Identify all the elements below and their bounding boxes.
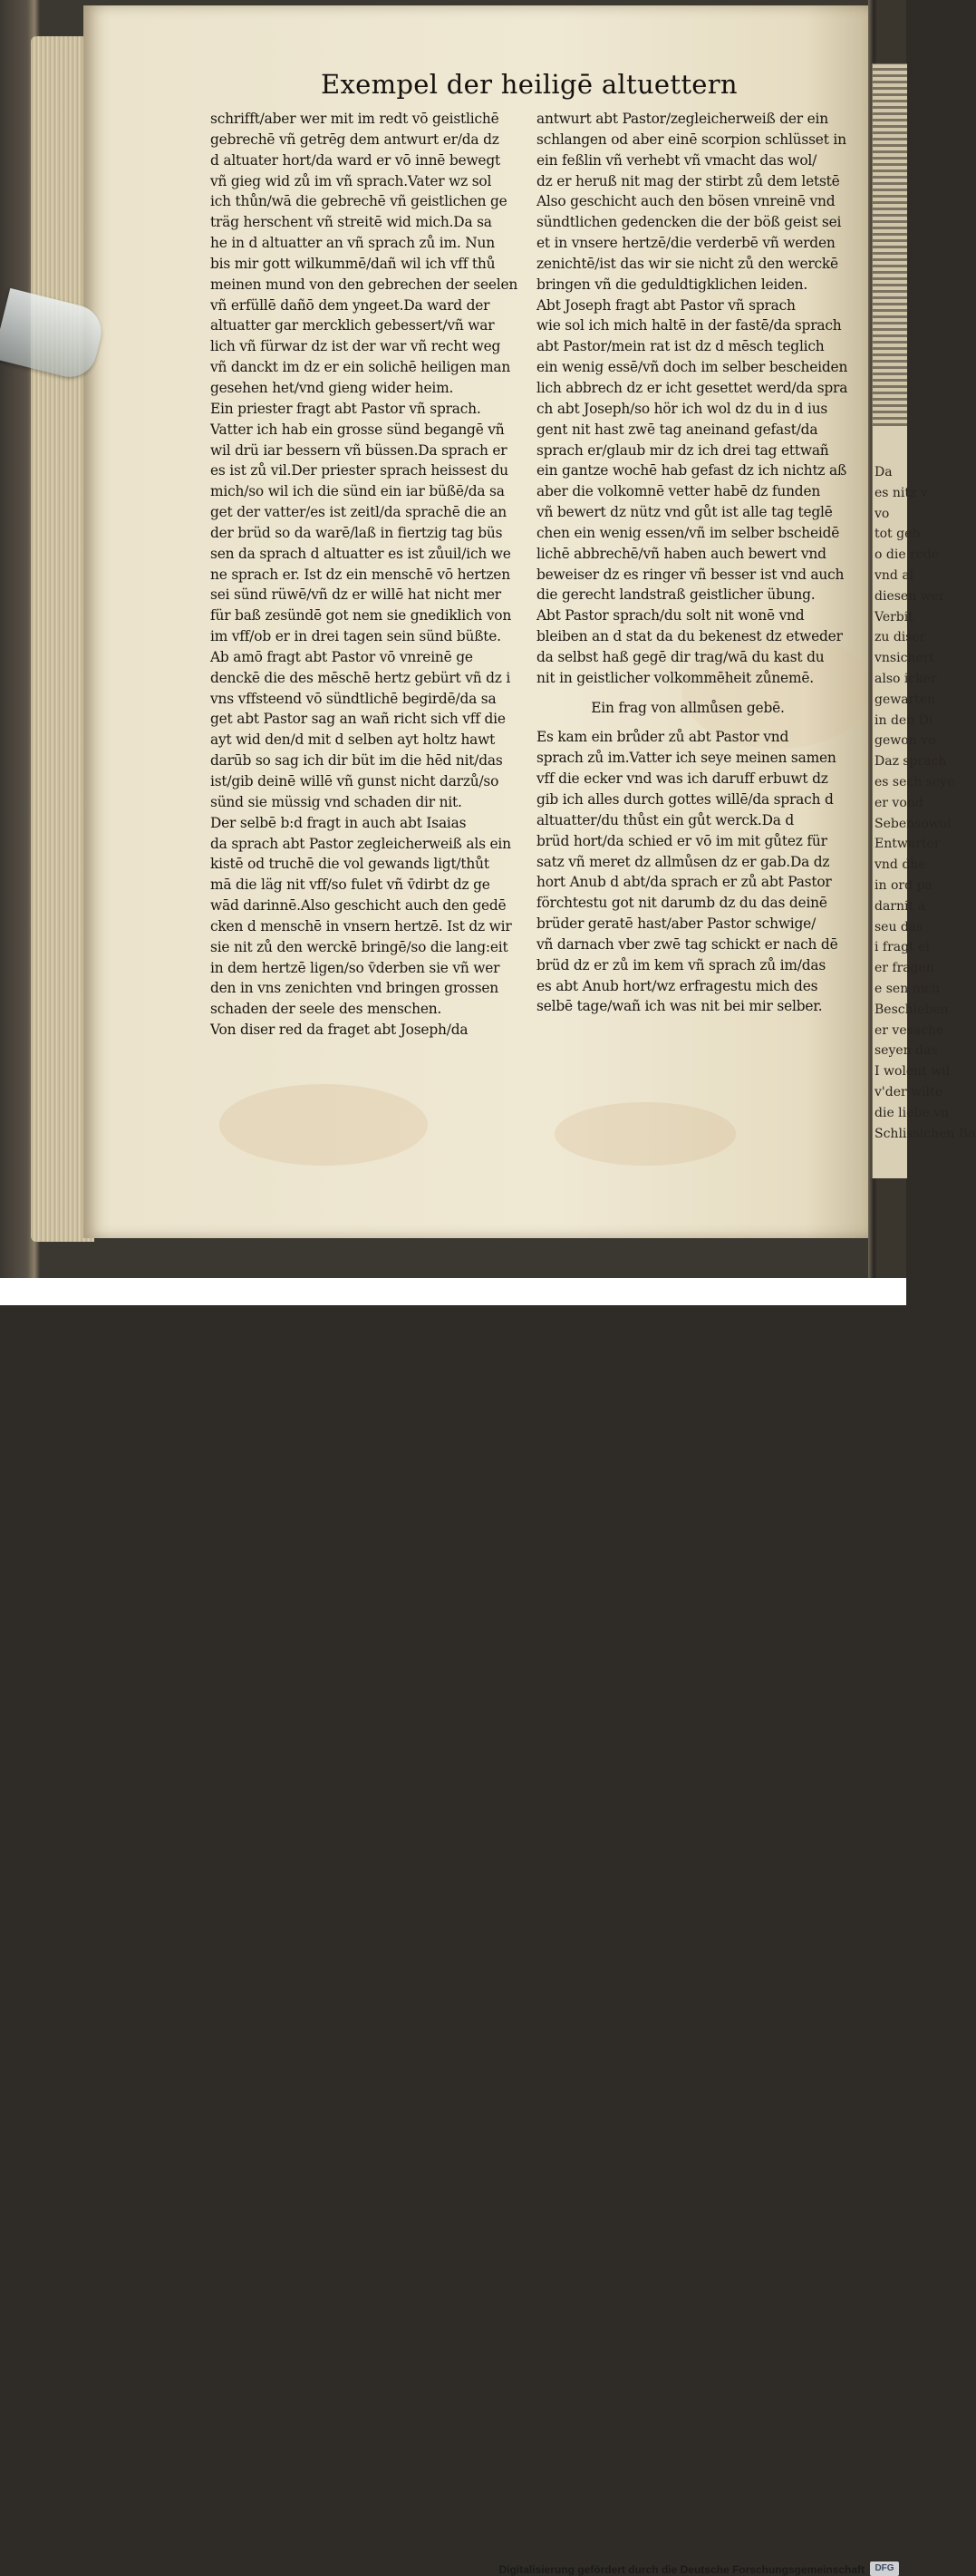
text-line: brüd dz er zů im kem vñ sprach zů im/das xyxy=(536,956,826,973)
paper-stain xyxy=(219,1084,428,1166)
text-line: ne sprach er. Ist dz ein menschē vō hertzen xyxy=(210,566,510,583)
facing-text-fragment: e sen nich xyxy=(875,981,941,996)
right-text-column xyxy=(536,109,848,1017)
text-line: Es kam ein brůder zů abt Pastor vnd xyxy=(536,729,789,746)
section-heading: Ein frag von allmůsen gebē. xyxy=(591,699,785,716)
text-line: wād darinnē.Also geschicht auch den gedē xyxy=(210,897,507,915)
text-line: bis mir gott wilkummē/dañ wil ich vff thů xyxy=(210,255,496,272)
text-line: dz er heruß nit mag der stirbt zů dem letstē xyxy=(536,172,840,189)
text-line: ein gantze wochē hab gefast dz ich nichtz aß xyxy=(536,462,847,479)
text-line: schrifft/aber wer mit im redt vō geistlichē xyxy=(210,111,499,127)
text-line: lich vñ fürwar dz ist der war vñ recht weg xyxy=(210,338,501,355)
facing-text-fragment: zu diser xyxy=(875,630,926,645)
facing-text-fragment: es nitz v xyxy=(875,485,928,500)
text-line: da selbst haß gegē dir trag/wā du kast du xyxy=(536,648,825,665)
text-line: d altuater hort/da ward er vō innē bewegt xyxy=(210,151,500,169)
text-line: sen da sprach d altuatter es ist zůuil/ich we xyxy=(210,545,511,562)
facing-text-fragment: Verbit xyxy=(875,609,913,625)
text-line: altuatter gar mercklich gebessert/vñ war xyxy=(210,317,495,334)
text-line: förchtestu got nit darumb dz du das deinē xyxy=(536,895,827,912)
facing-text-fragment: diesen wer xyxy=(875,588,945,604)
text-line: darūb so sag ich dir büt im die hēd nit/das xyxy=(210,752,503,770)
text-line: he in d altuatter an vñ sprach zů im. Nun xyxy=(210,235,495,252)
facing-text-fragment: tot geb xyxy=(875,527,921,542)
text-line: mā die läg nit vff/so fulet vñ v̄dirbt dz ge xyxy=(210,876,490,894)
text-line: schlangen od aber einē scorpion schlüsset in xyxy=(536,131,846,148)
text-line: Abt Joseph fragt abt Pastor vñ sprach xyxy=(536,296,796,314)
facing-text-fragment: vnd dhe xyxy=(875,857,926,873)
facing-text-fragment: darnit a xyxy=(875,898,925,914)
facing-text-fragment: Da xyxy=(875,465,893,479)
text-line: die gerecht landstraß geistlicher übung. xyxy=(536,586,816,604)
text-line: hort Anub d abt/da sprach er zů abt Pastor xyxy=(536,874,832,891)
text-line: beweiser dz es ringer vñ besser ist vnd auch xyxy=(536,566,845,583)
text-line: sprach zů im.Vatter ich seye meinen samen xyxy=(536,750,836,767)
text-line: gib ich alles durch gottes willē/da sprach d xyxy=(536,791,834,808)
facing-text-fragment: Schlissichen Ba xyxy=(875,1126,976,1141)
facing-text-fragment: seu das xyxy=(875,919,923,935)
text-line: ein feßlin vñ verhebt vñ vmacht das wol/ xyxy=(536,151,817,169)
footer-strip xyxy=(0,1278,906,2576)
facing-text-fragment: v'der wilte xyxy=(875,1084,942,1099)
text-line: sprach er/glaub mir dz ich drei tag ettwañ xyxy=(536,441,829,459)
text-line: bleiben an d stat da du bekenest dz etweder xyxy=(536,628,843,645)
text-line: get der vatter/es ist zeitl/da sprachē die an xyxy=(210,504,507,521)
text-line: es abt Anub hort/wz erfragestu mich des xyxy=(536,977,818,994)
facing-text-fragment: vo xyxy=(875,506,890,521)
text-line: Ab amō fragt abt Pastor vō vnreinē ge xyxy=(210,648,473,665)
running-head: Exempel der heiligē altuettern xyxy=(321,69,738,100)
text-line: gesehen het/vnd gieng wider heim. xyxy=(210,379,454,396)
text-line: ich thůn/wā die gebrechē vñ geistlichen ge xyxy=(210,193,507,210)
text-line: ein wenig essē/vñ doch im selber bescheiden xyxy=(536,359,848,376)
facing-text-fragment: in ord pa xyxy=(875,877,933,893)
text-line: meinen mund von den gebrechen der seelen xyxy=(210,276,518,293)
text-line: Vatter ich hab ein grosse sünd begangē vñ xyxy=(210,421,505,438)
text-line: den in vns zenichten vnd bringen grossen xyxy=(210,980,499,997)
facing-text-fragment: also icker xyxy=(875,671,937,686)
text-line: altuatter/du thůst ein gůt werck.Da d xyxy=(536,811,795,828)
text-line: get abt Pastor sag an wañ richt sich vff die xyxy=(210,711,506,728)
facing-text-fragment: gewon vo xyxy=(875,733,936,749)
text-line: vñ gieg wid zů im vñ sprach.Vater wz sol xyxy=(210,172,492,189)
text-line: abt Pastor/mein rat ist dz d mēsch teglich xyxy=(536,338,825,355)
facing-text-fragment: I wolent wil xyxy=(875,1064,951,1080)
funding-note: Digitalisierung gefördert durch die Deutsche Forschungsgemeinschaft xyxy=(498,2563,865,2576)
facing-page-edge xyxy=(872,63,976,1178)
text-line: vñ bewert dz nütz vnd gůt ist alle tag teglē xyxy=(536,504,833,521)
text-line: vff die ecker vnd was ich daruff erbuwt dz xyxy=(536,770,828,788)
text-line: mich/so wil ich die sünd ein iar büßē/da sa xyxy=(210,483,505,500)
text-line: et in vnsere hertzē/die verderbē vñ werden xyxy=(536,235,836,252)
text-line: zenichtē/ist das wir sie nicht zů den werckē xyxy=(536,255,838,272)
text-line: brüder geratē hast/aber Pastor schwige/ xyxy=(536,915,817,933)
text-line: gent nit hast zwē tag aneinand gefast/da xyxy=(536,421,818,438)
text-line: es ist zů vil.Der priester sprach heissest du xyxy=(210,462,508,479)
facing-text-fragment: er vesache xyxy=(875,1022,944,1038)
woodcut-illustration xyxy=(873,63,907,426)
text-line: vñ erfüllē dañō dem yngeet.Da ward der xyxy=(210,296,490,314)
text-line: sie nit zů den werckē bringē/so die lang:eit xyxy=(210,938,508,955)
text-line: im vff/ob er in drei tagen sein sünd büßte. xyxy=(210,628,501,645)
text-line: wie sol ich mich haltē in der fastē/da sprach xyxy=(536,317,842,334)
facing-text-fragment: Beschleben xyxy=(875,1002,949,1017)
text-line: bringen vñ die geduldtigklichen leiden. xyxy=(536,276,808,293)
text-line: ist/gib deinē willē vñ gunst nicht darzů/so xyxy=(210,773,499,789)
text-line: für baß zesündē got nem sie gnediklich von xyxy=(210,607,512,625)
text-line: lich abbrech dz er icht gesettet werd/da spra xyxy=(536,379,848,396)
text-line: wil drü iar bessern vñ büssen.Da sprach er xyxy=(210,441,507,459)
text-line: schaden der seele des menschen. xyxy=(210,1001,442,1018)
facing-text-fragment: seyen das xyxy=(875,1043,938,1059)
paper-stain xyxy=(555,1102,736,1166)
text-line: vñ danckt im dz er ein solichē heiligen man xyxy=(210,359,511,376)
text-line: in dem hertzē ligen/so v̄derben sie vñ wer xyxy=(210,959,500,976)
text-line: ayt wid den/d mit d selben ayt holtz hawt xyxy=(210,731,496,749)
dfg-logo: DFG xyxy=(870,2561,899,2576)
facing-text-fragment: die liebe vn xyxy=(875,1105,950,1120)
text-line: Der selbē b:d fragt in auch abt Isaias xyxy=(210,814,467,831)
text-line: da sprach abt Pastor zegleicherweiß als ein xyxy=(210,835,511,852)
facing-text-fragment: es sech seye xyxy=(875,774,955,789)
text-line: sünd sie müssig vnd schaden dir nit. xyxy=(210,793,462,810)
facing-text-fragment: in den Di xyxy=(875,712,933,728)
text-line: kistē od truchē die vol gewands ligt/thůt xyxy=(210,856,489,873)
text-line: brüd hort/da schied er vō im mit gůtez für xyxy=(536,832,827,849)
text-line: sei sünd rüwē/vñ dz er willē hat nicht mer xyxy=(210,586,501,604)
text-line: chen ein wenig essen/vñ im selber bscheidē xyxy=(536,524,840,541)
text-line: Von diser red da fraget abt Joseph/da xyxy=(210,1022,469,1039)
text-line: denckē die des mēschē hertz gebürt vñ dz i xyxy=(210,669,511,686)
text-line: aber die volkomnē vetter habē dz funden xyxy=(536,483,821,500)
facing-text-fragment: gewarten xyxy=(875,692,936,707)
text-line: selbē tage/wañ ich was nit bei mir selber. xyxy=(536,998,823,1015)
facing-text-fragment: Sebensowol xyxy=(875,816,952,831)
text-line: träg herschent vñ streitē wid mich.Da sa xyxy=(210,214,492,231)
text-line: gebrechē vñ getrēg dem antwurt er/da dz xyxy=(210,131,499,148)
text-line: Abt Pastor sprach/du solt nit wonē vnd xyxy=(536,607,805,625)
facing-text-fragment: Entwarter xyxy=(875,837,941,852)
text-line: ch abt Joseph/so hör ich wol dz du in d ius xyxy=(536,400,828,417)
scanned-book-spread xyxy=(0,0,976,1278)
text-line: Also geschicht auch den bösen vnreinē vnd xyxy=(536,193,836,210)
text-line: cken d menschē in vnsern hertzē. Ist dz wir xyxy=(210,917,512,935)
facing-page-text xyxy=(875,462,976,1144)
facing-text-fragment: er fragen xyxy=(875,961,934,976)
text-line: vñ darnach vber zwē tag schickt er nach dē xyxy=(536,935,838,953)
text-line: sündtlichen gedencken die der böß geist sei xyxy=(536,214,842,231)
facing-text-fragment: i fragt ei xyxy=(875,940,930,955)
facing-text-fragment: o die rede xyxy=(875,547,940,563)
left-text-column xyxy=(210,109,523,1041)
text-line: antwurt abt Pastor/zegleicherweiß der ein xyxy=(536,111,828,127)
text-line: Ein priester fragt abt Pastor vñ sprach. xyxy=(210,400,481,417)
facing-text-fragment: vnsichert xyxy=(875,651,935,666)
text-line: satz vñ meret dz allmůsen dz er gab.Da dz xyxy=(536,853,830,870)
facing-text-fragment: er vond xyxy=(875,795,923,810)
text-line: vns vffsteend vō sündtlichē begirdē/da sa xyxy=(210,690,497,707)
facing-text-fragment: vnd al xyxy=(875,567,914,583)
text-line: lichē abbrechē/vñ haben auch bewert vnd xyxy=(536,545,826,562)
facing-text-fragment: Daz sprach xyxy=(875,754,947,770)
text-line: nit in geistlicher volkommēheit zůnemē. xyxy=(536,669,814,686)
text-line: der brüd so da warē/laß in fiertzig tag büs xyxy=(210,524,503,541)
